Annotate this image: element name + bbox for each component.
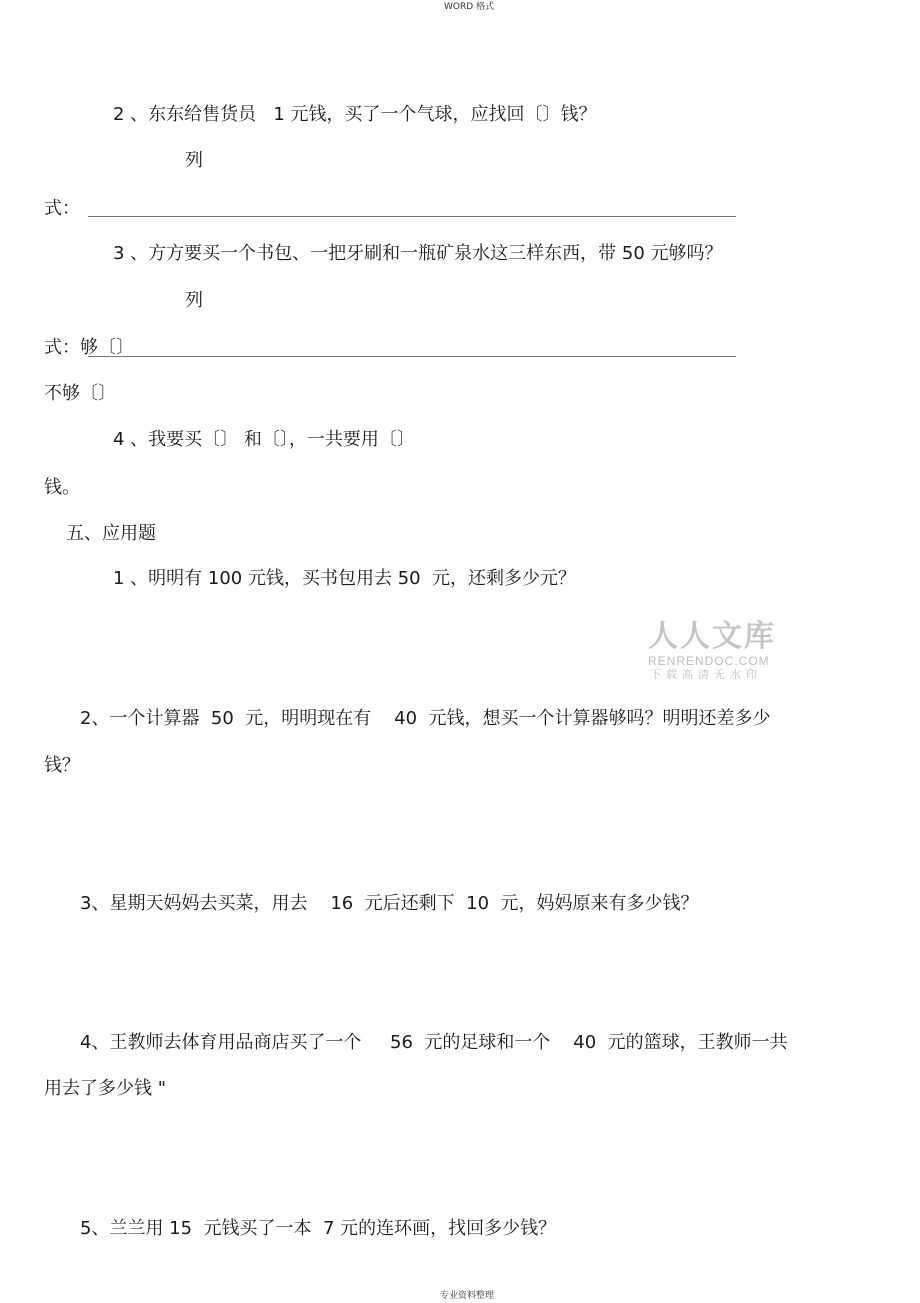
answer-line-3 [88, 356, 736, 357]
problem-5: 5、兰兰用 15 元钱买了一本 7 元的连环画，找回多少钱？ [80, 1218, 557, 1239]
question-4-end: 钱。 [44, 477, 80, 498]
watermark-domain: RENRENDOC.COM [648, 654, 770, 668]
question-3: 3 、方方要买一个书包、一把牙刷和一瓶矿泉水这三样东西，带 50 元够吗？ [113, 243, 723, 264]
page-header: WORD 格式 [444, 2, 495, 12]
watermark-tagline: 下载高清无水印 [650, 668, 762, 681]
question-2: 2 、东东给售货员 1 元钱，买了一个气球，应找回〔〕钱？ [113, 104, 597, 125]
section-5-title: 五、应用题 [66, 523, 156, 544]
question-4: 4 、我要买〔〕 和〔〕，一共要用〔〕 [113, 429, 415, 450]
problem-2: 2、一个计算器 50 元，明明现在有 40 元钱，想买一个计算器够吗？明明还差多少 [80, 708, 771, 729]
problem-4: 4、王教师去体育用品商店买了一个 56 元的足球和一个 40 元的篮球，王教师一共 [80, 1032, 788, 1053]
watermark-logo: 人人文库 [648, 619, 776, 654]
problem-3: 3、星期天妈妈去买菜，用去 16 元后还剩下 10 元，妈妈原来有多少钱？ [80, 893, 699, 914]
problem-2-end: 钱？ [44, 755, 80, 776]
question-2-lie: 列 [185, 150, 203, 171]
question-3-lie: 列 [185, 290, 203, 311]
question-2-shi: 式： [44, 198, 80, 219]
question-3-shi: 式：够〔〕 [44, 337, 134, 358]
problem-4-end: 用去了多少钱 " [44, 1078, 167, 1099]
problem-1: 1 、明明有 100 元钱，买书包用去 50 元，还剩多少元？ [113, 568, 577, 589]
question-3-bugou: 不够〔〕 [44, 383, 116, 404]
page-footer: 专业资料整理 [440, 1291, 495, 1301]
answer-line-2 [88, 216, 736, 217]
